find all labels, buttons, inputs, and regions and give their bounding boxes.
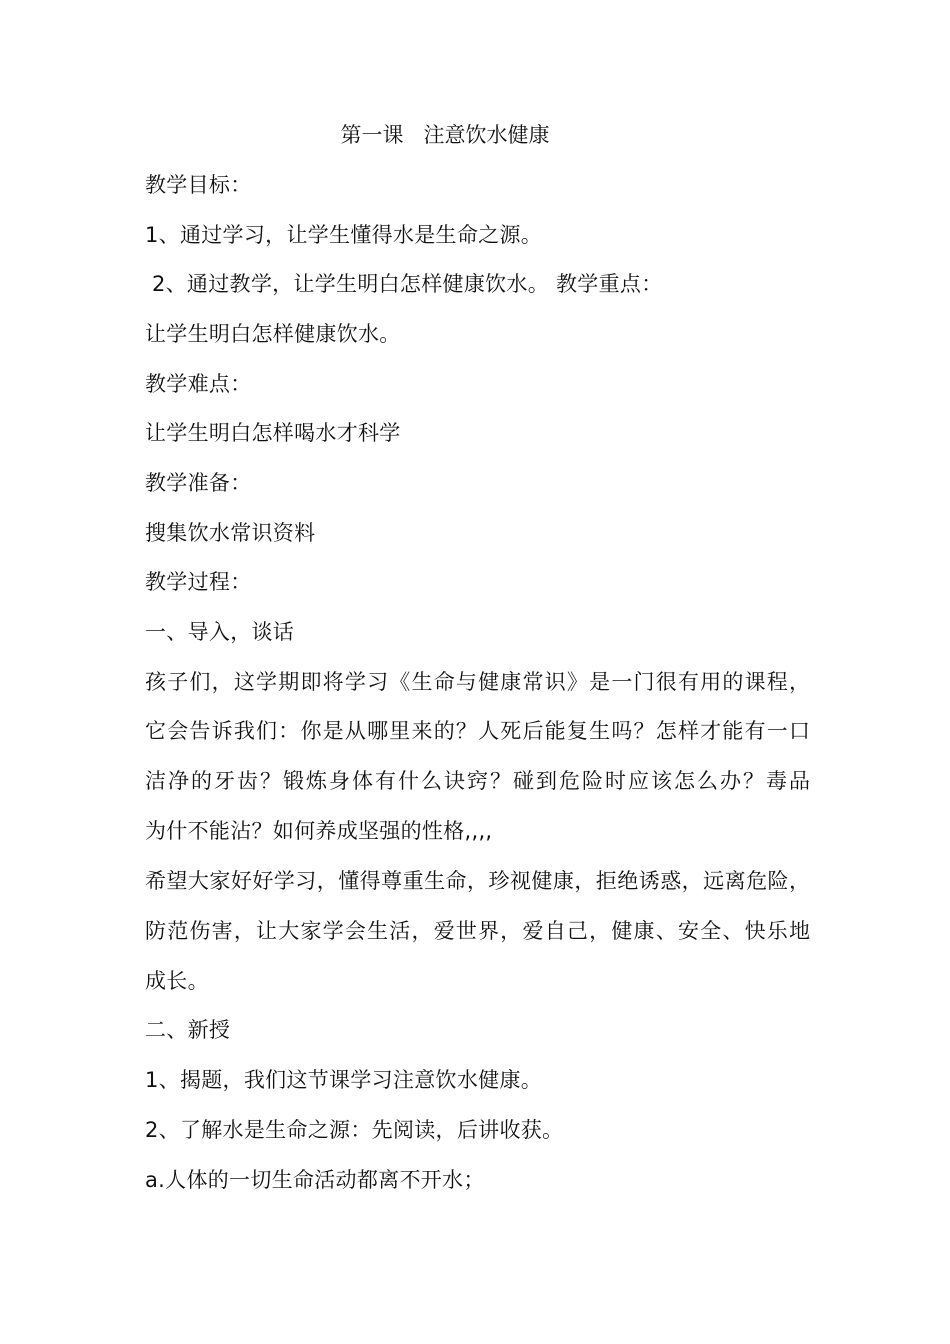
- subsection-heading-new-lesson: 二、新授: [145, 1018, 231, 1042]
- objective-item-1: 1、通过学习，让学生懂得水是生命之源。: [145, 223, 543, 247]
- preparation-text: 搜集饮水常识资料: [145, 521, 316, 545]
- paragraph-line: 成长。: [145, 969, 209, 993]
- paragraph-line: 它会告诉我们：你是从哪里来的？人死后能复生吗？怎样才能有一口: [145, 719, 810, 743]
- objective-item-2: 2、通过教学，让学生明白怎样健康饮水。 教学重点：: [145, 272, 663, 296]
- page-title: 第一课 注意饮水健康: [340, 123, 550, 147]
- subsection-heading-intro: 一、导入，谈话: [145, 620, 295, 644]
- lesson-step-2: 2、了解水是生命之源：先阅读，后讲收获。: [145, 1118, 564, 1142]
- lesson-step-1: 1、揭题，我们这节课学习注意饮水健康。: [145, 1068, 543, 1092]
- key-point-text: 让学生明白怎样健康饮水。: [145, 322, 401, 346]
- paragraph-line: 为什不能沾？如何养成坚强的性格,,,,: [145, 819, 493, 843]
- difficulty-text: 让学生明白怎样喝水才科学: [145, 421, 401, 445]
- section-heading-process: 教学过程：: [145, 570, 252, 594]
- paragraph-line: 防范伤害，让大家学会生活，爱世界，爱自己，健康、安全、快乐地: [145, 919, 810, 943]
- section-heading-difficulty: 教学难点：: [145, 372, 252, 396]
- section-heading-preparation: 教学准备：: [145, 471, 252, 495]
- paragraph-line: 希望大家好好学习，懂得尊重生命，珍视健康，拒绝诱惑，远离危险，: [145, 869, 810, 893]
- paragraph-line: 孩子们，这学期即将学习《生命与健康常识》是一门很有用的课程，: [145, 670, 810, 694]
- paragraph-line: 洁净的牙齿？锻炼身体有什么诀窍？碰到危险时应该怎么办？毒品: [145, 769, 810, 793]
- lesson-point-a: a.人体的一切生命活动都离不开水；: [145, 1168, 485, 1192]
- section-heading-objectives: 教学目标：: [145, 173, 252, 197]
